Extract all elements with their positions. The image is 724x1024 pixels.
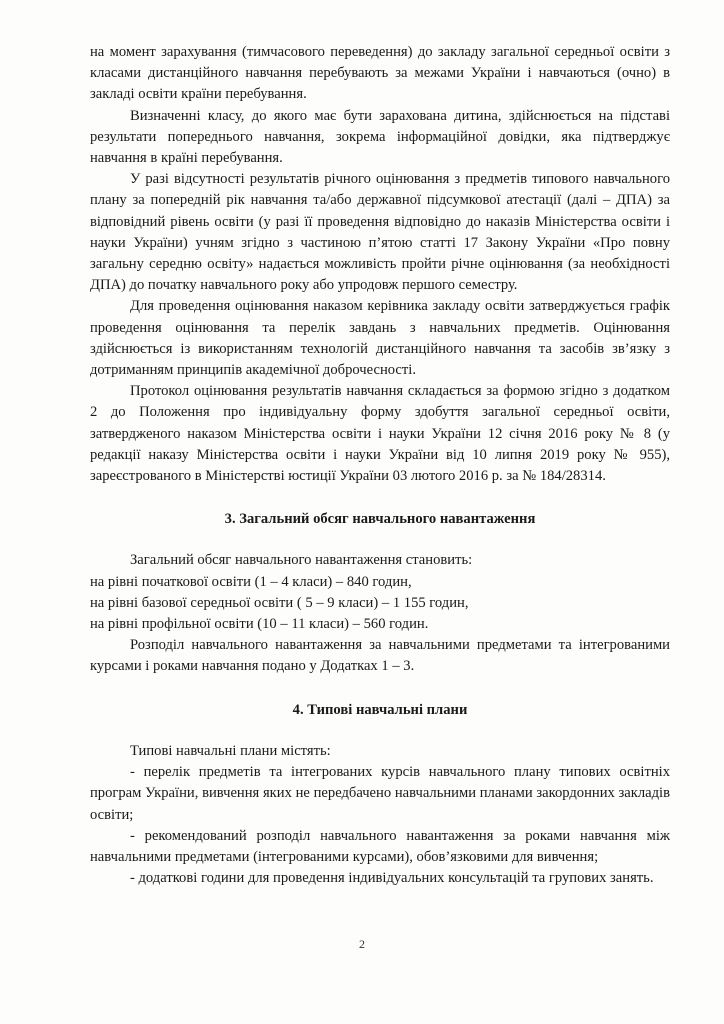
list-item: - додаткові години для проведення індивідуальних консультацій та групових занять. [130, 870, 654, 887]
paragraph: Для проведення оцінювання наказом керівника закладу освіти затверджується графік проведення оцінювання та перелік завдань з навчальних предметів. Оцінювання здійснюється із використанням технологій дистанційного навчання та засобів зв’язку з дотриманням принципів академічної доброчесності. [90, 298, 670, 379]
workload-line: на рівні профільної освіти (10 – 11 класи) – 560 годин. [90, 616, 429, 633]
page-number: 2 [359, 937, 365, 951]
list-item: - рекомендований розподіл навчального навантаження за роками навчання між навчальними предметами (інтегрованими курсами), обов’язковими для вивчення; [90, 827, 670, 865]
workload-line: на рівні початкової освіти (1 – 4 класи) – 840 годин, [90, 573, 412, 590]
paragraph: Протокол оцінювання результатів навчання складається за формою згідно з додатком 2 до Положення про індивідуальну форму здобуття загальної середньої освіти, затвердженого наказом Міністерства освіти і науки України 12 січня 2016 року № 8 (у редакції наказу Міністерства освіти і науки України від 10 липня 2019 року № 955), зареєстрованого в Міністерстві юстиції України 03 лютого 2016 р. за № 184/28314. [90, 383, 670, 485]
section-4-intro: Типові навчальні плани містять: [130, 742, 331, 759]
paragraph: на момент зарахування (тимчасового переведення) до закладу загальної середньої освіти з класами дистанційного навчання перебувають за межами України і навчаються (очно) в закладі освіти країни перебування. [90, 44, 670, 103]
paragraph: Визначенні класу, до якого має бути зарахована дитина, здійснюється на підставі результати попереднього навчання, зокрема інформаційної довідки, яка підтверджує навчання в країні перебування. [90, 107, 670, 167]
section-4-heading: 4. Типові навчальні плани [292, 701, 468, 718]
document-body [90, 42, 670, 889]
section-3-heading: 3. Загальний обсяг навчального навантаження [224, 511, 536, 528]
paragraph: У разі відсутності результатів річного оцінювання з предметів типового навчального плану за попередній рік навчання та/або державної підсумкової атестації (далі – ДПА) за відповідний рівень освіти (у разі її проведення відповідно до наказів Міністерства освіти і науки України) учням згідно з частиною п’ятою статті 17 Закону України «Про повну загальну середню освіту» надається можливість пройти річне оцінювання (за необхідності ДПА) до початку навчального року або упродовж першого семестру. [90, 171, 670, 294]
workload-line: на рівні базової середньої освіти ( 5 – 9 класи) – 1 155 годин, [90, 594, 469, 611]
section-3-closing: Розподіл навчального навантаження за навчальними предметами та інтегрованими курсами і роками навчання подано у Додатках 1 – 3. [90, 637, 670, 675]
list-item: - перелік предметів та інтегрованих курсів навчального плану типових освітніх програм України, вивчення яких не передбачено навчальними планами закордонних закладів освіти; [90, 764, 670, 823]
section-3-intro: Загальний обсяг навчального навантаження становить: [130, 552, 473, 569]
